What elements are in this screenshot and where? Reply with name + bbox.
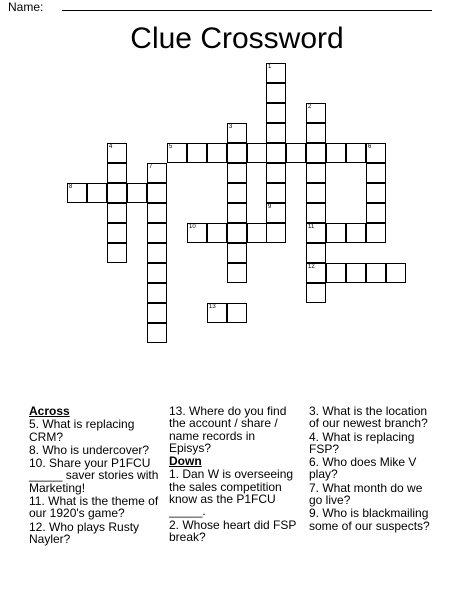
clue-down-7: 7. What month do we go live? [309,480,423,508]
crossword-cell[interactable] [386,263,406,283]
cell-number: 11 [308,224,315,230]
crossword-cell[interactable] [227,303,247,323]
crossword-cell[interactable] [207,223,227,243]
crossword-cell[interactable] [227,243,247,263]
crossword-cell[interactable] [227,223,247,243]
cell-number: 4 [109,144,113,150]
crossword-cell[interactable] [366,263,386,283]
crossword-cell[interactable] [227,263,247,283]
crossword-cell[interactable] [266,123,286,143]
crossword-cell[interactable] [366,203,386,223]
crossword-cell[interactable] [306,103,326,123]
crossword-cell[interactable] [107,243,127,263]
clue-across-10: 10. Share your P1FCU _____ saver stories with Marketing! [29,456,159,495]
crossword-cell[interactable] [107,163,127,183]
crossword-cell[interactable] [147,223,167,243]
crossword-cell[interactable] [306,243,326,263]
crossword-cell[interactable] [266,83,286,103]
crossword-cell[interactable] [247,143,267,163]
cell-number: 12 [308,264,315,270]
crossword-cell[interactable] [346,263,366,283]
clue-across-8: 8. Who is undercover? [29,442,150,457]
crossword-cell[interactable] [306,263,326,283]
clue-across-5: 5. What is replacing CRM? [29,417,135,444]
down-heading: Down [169,454,202,469]
crossword-cell[interactable] [147,163,167,183]
name-label: Name: [8,0,44,14]
crossword-cell[interactable] [326,263,346,283]
cell-number: 9 [268,204,272,210]
crossword-cell[interactable] [306,163,326,183]
crossword-cell[interactable] [306,143,326,163]
crossword-cell[interactable] [107,203,127,223]
clues-column-2 [169,405,299,544]
crossword-cell[interactable] [187,223,207,243]
clue-down-9: 9. Who is blackmailing some of our suspects? [309,506,430,533]
crossword-cell[interactable] [366,163,386,183]
crossword-cell[interactable] [207,143,227,163]
cell-number: 2 [308,104,312,110]
crossword-cell[interactable] [127,183,147,203]
crossword-cell[interactable] [147,323,167,343]
crossword-cell[interactable] [306,203,326,223]
crossword-cell[interactable] [107,223,127,243]
clues-column-3 [309,405,439,533]
crossword-cell[interactable] [67,183,87,203]
cell-number: 1 [268,64,272,70]
cell-number: 6 [368,144,372,150]
crossword-cell[interactable] [266,183,286,203]
crossword-cell[interactable] [147,263,167,283]
cell-number: 10 [189,224,196,230]
crossword-cell[interactable] [87,183,107,203]
crossword-cell[interactable] [147,303,167,323]
crossword-cell[interactable] [147,203,167,223]
cell-number: 7 [149,164,153,170]
crossword-cell[interactable] [286,143,306,163]
crossword-cell[interactable] [366,143,386,163]
crossword-cell[interactable] [306,223,326,243]
cell-number: 5 [169,144,173,150]
crossword-cell[interactable] [247,223,267,243]
crossword-cell[interactable] [147,183,167,203]
crossword-cell[interactable] [227,203,247,223]
cell-number: 3 [229,124,233,130]
crossword-cell[interactable] [366,183,386,203]
crossword-cell[interactable] [266,103,286,123]
crossword-cell[interactable] [107,183,127,203]
crossword-cell[interactable] [266,143,286,163]
crossword-cell[interactable] [187,143,207,163]
crossword-cell[interactable] [227,123,247,143]
crossword-cell[interactable] [266,63,286,83]
crossword-cell[interactable] [266,223,286,243]
clue-down-4: 4. What is replacing FSP? [309,429,415,456]
cell-number: 13 [209,304,216,310]
clue-down-1: 1. Dan W is overseeing the sales competition know as the P1FCU _____. [169,467,294,519]
crossword-cell[interactable] [326,223,346,243]
clue-across-11: 11. What is the theme of our 1920's game? [29,494,159,521]
crossword-cell[interactable] [346,223,366,243]
crossword-cell[interactable] [266,163,286,183]
clue-down-2: 2. Whose heart did FSP break? [169,517,297,544]
clues-column-1 [29,405,164,546]
clue-across-12: 12. Who plays Rusty Nayler? [29,519,140,546]
crossword-cell[interactable] [147,283,167,303]
across-heading: Across [29,404,70,418]
crossword-cell[interactable] [147,243,167,263]
crossword-cell[interactable] [107,143,127,163]
crossword-cell[interactable] [306,283,326,303]
cell-number: 8 [69,184,73,190]
crossword-cell[interactable] [346,143,366,163]
crossword-cell[interactable] [306,183,326,203]
crossword-cell[interactable] [167,143,187,163]
crossword-cell[interactable] [227,183,247,203]
clue-across-13: 13. Where do you find the account / share / name records in Episys? [169,404,287,455]
page-title: Clue Crossword [130,22,344,55]
crossword-cell[interactable] [306,123,326,143]
crossword-cell[interactable] [227,143,247,163]
clue-down-3: 3. What is the location of our newest branch? [309,404,428,431]
crossword-cell[interactable] [266,203,286,223]
crossword-cell[interactable] [366,223,386,243]
clue-down-6: 6. Who does Mike V play? [309,455,417,482]
crossword-cell[interactable] [227,163,247,183]
crossword-cell[interactable] [207,303,227,323]
crossword-cell[interactable] [326,143,346,163]
